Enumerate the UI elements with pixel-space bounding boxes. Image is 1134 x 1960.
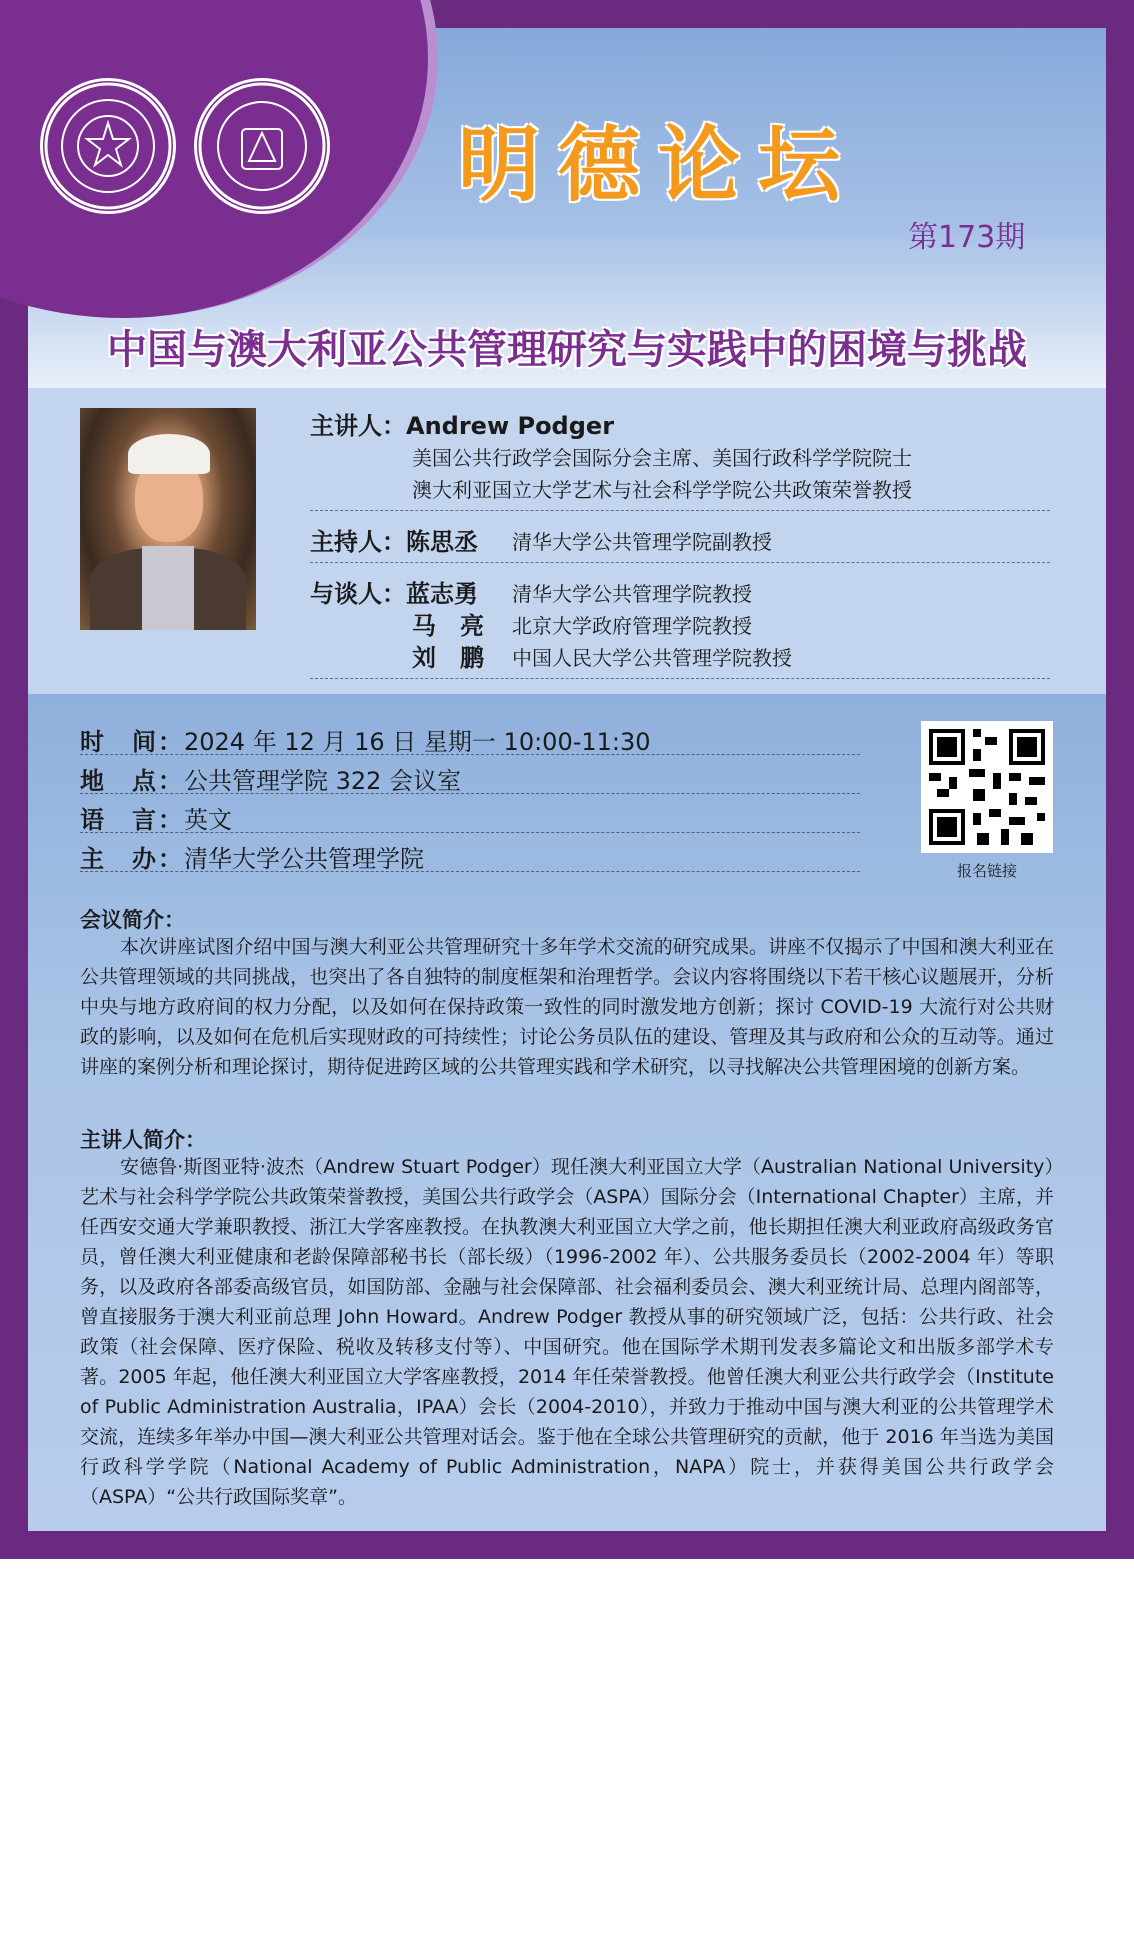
divider [310, 562, 1050, 563]
speaker-title-1: 美国公共行政学会国际分会主席、美国行政科学学院院士 [412, 446, 912, 470]
intro-paragraph: 本次讲座试图介绍中国与澳大利亚公共管理研究十多年学术交流的研究成果。讲座不仅揭示了中国和澳大利亚在公共管理领域的共同挑战，也突出了各自独特的制度框架和治理哲学。会议内容将围绕以下若干核心议题展开，分析中央与地方政府间的权力分配，以及如何在保持政策一致性的同时激发地方创新；探讨 COVID-19 大流行对公共财政的影响，以及如何在危机后实现财政的可持续性；讨论公务员队伍的建设、管理及其与政府和公众的互动等。通过讲座的案例分析和理论探讨，期待促进跨区域的公共管理实践和学术研究，以寻找解决公共管理困境的创新方案。 [80, 936, 1054, 1078]
discussant-title: 北京大学政府管理学院教授 [512, 614, 752, 638]
speaker-name: Andrew Podger [406, 412, 615, 440]
speaker-label: 主讲人： [310, 412, 406, 440]
issue-number: 第173期 [908, 220, 1026, 255]
tsinghua-seal-logo [40, 78, 176, 214]
speaker-photo [80, 408, 256, 630]
calligraphy-watermark: 論 [718, 1779, 869, 1953]
bio-paragraph: 安德鲁·斯图亚特·波杰（Andrew Stuart Podger）现任澳大利亚国立大学（Australian National University）艺术与社会科学学院公共政策荣誉教授，美国公共行政学会（ASPA）国际分会（International Chapter）主席，并任西安交通大学兼职教授、浙江大学客座教授。在执教澳大利亚国立大学之前，他长期担任澳大利亚政府高级政务官员，曾任澳大利亚健康和老龄保障部秘书长（部长级）（1996-2002 年）、公共服务委员长（2002-2004 年）等职务，以及政府各部委高级官员，如国防部、金融与社会保障部、社会福利委员会、澳大利亚统计局、总理内阁部等，曾直接服务于澳大利亚前总理 John Howard。Andrew Podger 教授从事的研究领域广泛，包括：公共行政、社会政策（社会保障、医疗保险、税收及转移支付等）、中国研究。他在国际学术期刊发表多篇论文和出版多部学术专著。2005 年起，他任澳大利亚国立大学客座教授，2014 年任荣誉教授。他曾任澳大利亚公共行政学会（Institute of Public Administration Australia，IPAA）会长（2004-2010），并致力于推动中国与澳大利亚的公共管理学术交流，连续多年举办中国—澳大利亚公共管理对话会。鉴于他在全球公共管理研究的贡献，他于 2016 年当选为美国行政科学学院（National Academy of Public Administration，NAPA）院士，并获得美国公共行政学会（ASPA）“公共行政国际奖章”。 [80, 1156, 1054, 1508]
discussant-title: 中国人民大学公共管理学院教授 [512, 646, 792, 670]
info-key: 语 言： [80, 806, 184, 834]
lecture-title: 中国与澳大利亚公共管理研究与实践中的困境与挑战 [107, 327, 1027, 373]
info-language [80, 800, 232, 835]
discussant-title: 清华大学公共管理学院教授 [512, 582, 752, 606]
poster-body [28, 28, 1106, 1953]
host-row [310, 522, 478, 557]
speaker-title-2: 澳大利亚国立大学艺术与社会科学学院公共政策荣誉教授 [412, 478, 912, 502]
discussant-row-1 [310, 574, 478, 609]
intro-heading: 会议简介： [80, 908, 185, 932]
header-band [28, 28, 1106, 388]
info-key: 地 点： [80, 767, 184, 795]
info-value: 2024 年 12 月 16 日 星期一 10:00-11:30 [184, 728, 651, 756]
speaker-section [28, 388, 1106, 694]
info-value: 清华大学公共管理学院 [184, 845, 424, 873]
forum-title: 明德论坛 [458, 117, 859, 213]
divider [310, 678, 1050, 679]
discussant-name: 刘 鹏 [412, 644, 484, 672]
info-location [80, 761, 461, 796]
info-key: 时 间： [80, 728, 184, 756]
divider [80, 793, 860, 794]
info-organizer [80, 839, 424, 874]
details-section [28, 694, 1106, 1953]
divider [80, 754, 860, 755]
host-name: 陈思丞 [406, 528, 478, 556]
bio-heading: 主讲人简介： [80, 1128, 206, 1152]
host-title: 清华大学公共管理学院副教授 [512, 530, 772, 554]
info-time [80, 722, 651, 757]
photo-shirt [142, 546, 194, 630]
discussant-row-2 [412, 606, 484, 641]
discussant-row-3 [412, 638, 484, 673]
info-key: 主 办： [80, 845, 184, 873]
discussant-name: 蓝志勇 [406, 580, 478, 608]
host-label: 主持人： [310, 528, 406, 556]
qr-label: 报名链接 [956, 862, 1017, 880]
discussant-name: 马 亮 [412, 612, 484, 640]
divider [80, 832, 860, 833]
speaker-row [310, 406, 614, 441]
registration-qr-code[interactable] [921, 721, 1053, 853]
photo-hair [128, 434, 210, 474]
divider [80, 871, 860, 872]
info-value: 英文 [184, 806, 232, 834]
discussant-label: 与谈人： [310, 580, 406, 608]
info-value: 公共管理学院 322 会议室 [184, 767, 462, 795]
divider [310, 510, 1050, 511]
sppm-seal-logo [194, 78, 330, 214]
